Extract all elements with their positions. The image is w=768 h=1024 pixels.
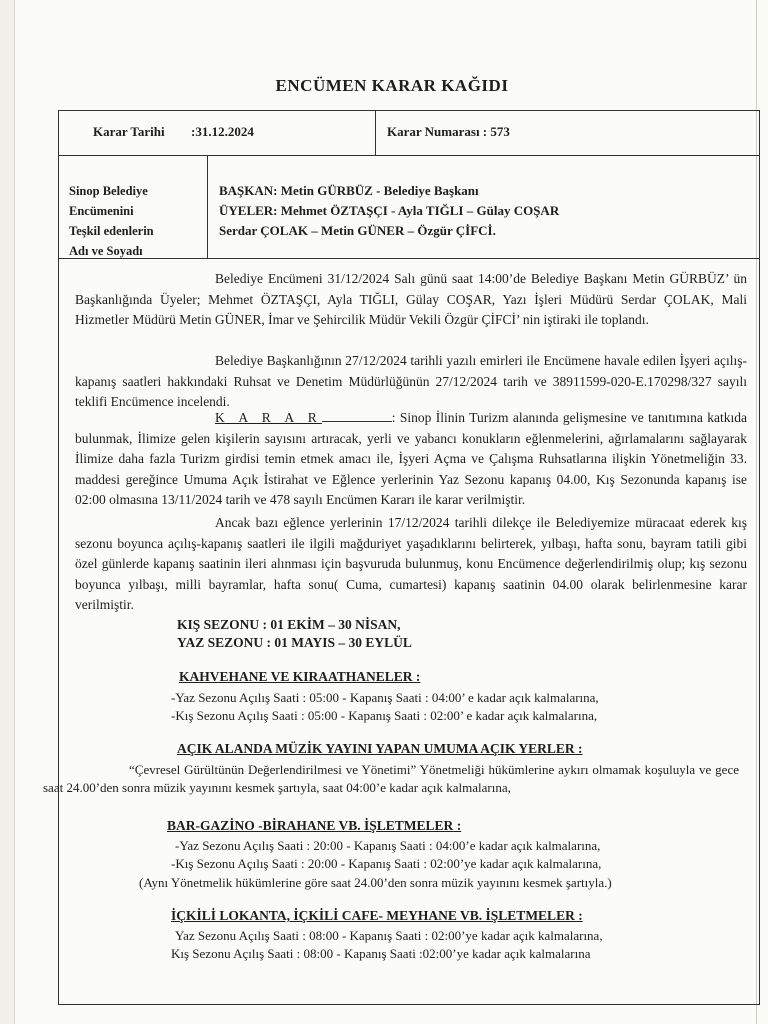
bar-heading: BAR-GAZİNO -BİRAHANE VB. İŞLETMELER : xyxy=(167,818,462,833)
paragraph-decision xyxy=(75,408,747,511)
ickili-summer-line: Yaz Sezonu Açılış Saati : 08:00 - Kapanış Saati : 02:00’ye kadar açık kalmalarına, xyxy=(175,928,603,943)
council-label-line: Adı ve Soyadı xyxy=(69,244,143,258)
members-line: BAŞKAN: Metin GÜRBÜZ - Belediye Başkanı xyxy=(219,183,479,198)
council-label-line: Encümenini xyxy=(69,204,134,218)
bar-summer-line: -Yaz Sezonu Açılış Saati : 20:00 - Kapanış Saati : 04:00’e kadar açık kalmalarına, xyxy=(175,838,601,853)
header-divider xyxy=(375,111,376,155)
paragraph-meeting: Belediye Encümeni 31/12/2024 Salı günü saat 14:00’de Belediye Başkanı Metin GÜRBÜZ’ ün Başkanlığında Üyeler; Mehmet ÖZTAŞÇI, Ayla TIĞLI, Gülay COŞAR, Yazı İşleri Müdürü Serdar ÇOLAK, Mali Hizmetler Müdürü Metin GÜNER, İmar ve Şehircilik Müdür Vekili Özgür ÇİFCİ’ nin iştiraki ile toplandı. xyxy=(75,271,747,327)
kahvehane-heading: KAHVEHANE VE KIRAATHANELER : xyxy=(179,669,421,684)
document-title: ENCÜMEN KARAR KAĞIDI xyxy=(275,76,509,95)
kahvehane-summer-line: -Yaz Sezonu Açılış Saati : 05:00 - Kapanış Saati : 04:00’ e kadar açık kalmalarına, xyxy=(171,690,599,705)
acik-alan-text: “Çevresel Gürültünün Değerlendirilmesi ve Yönetimi” Yönetmeliği hükümlerine aykırı olmamak koşuluyla ve gece saat 24.00’den sonra müzik yayınını kesmek şartıyla, saat 04:00’e kadar açık kalmalarına, xyxy=(43,762,739,795)
document-page xyxy=(14,0,768,1024)
council-divider xyxy=(207,155,208,258)
paragraph-application: Ancak bazı eğlence yerlerinin 17/12/2024 tarihli dilekçe ile Belediyemize müracaat ederek kış sezonu boyunca açılış-kapanış saatleri ile ilgili mağduriyet yaşadıklarını belirterek, yılbaşı, hafta sonu, bayram tatili gibi özel günlerde kapanış saatinin ileri alınması için başvuruda bulunmuş, konu Encümence değerlendirilmiş olup; kış sezonu boyunca yılbaşı, milli bayramlar, hafta sonu( Cuma, cumartesi) kapanış saatinin 04.00 olarak belirlenmesine karar verilmiştir. xyxy=(75,515,747,612)
paragraph-referral: Belediye Başkanlığının 27/12/2024 tarihli yazılı emirleri ile Encümene havale edilen İşyeri açılış-kapanış saatleri hakkındaki Ruhsat ve Denetim Müdürlüğünün 27/12/2024 tarih ve 38911599-020-E.170298/327 sayılı teklifi Encümence incelendi. xyxy=(75,353,747,409)
header-row-line xyxy=(59,155,759,156)
council-members xyxy=(219,181,749,241)
decision-table xyxy=(43,110,760,1005)
date-value: :31.12.2024 xyxy=(191,124,254,139)
members-line: ÜYELER: Mehmet ÖZTAŞÇI - Ayla TIĞLI – Gülay COŞAR xyxy=(219,203,560,218)
bar-winter-line: -Kış Sezonu Açılış Saati : 20:00 - Kapanış Saati : 02:00’ye kadar açık kalmalarına, xyxy=(171,856,602,871)
summer-season: YAZ SEZONU : 01 MAYIS – 30 EYLÜL xyxy=(177,635,412,650)
ickili-heading: İÇKİLİ LOKANTA, İÇKİLİ CAFE- MEYHANE VB. İŞLETMELER : xyxy=(171,908,583,923)
council-label-line: Teşkil edenlerin xyxy=(69,224,154,238)
decision-number: Karar Numarası : 573 xyxy=(387,124,510,139)
winter-season: KIŞ SEZONU : 01 EKİM – 30 NİSAN, xyxy=(177,617,401,632)
decision-text: : Sinop İlinin Turizm alanında gelişmesine ve tanıtımına katkıda bulunmak, İlimize gelen kişilerin sayısını artıracak, yerli ve yabancı konukların eğlenmelerini, ağırlamalarını sağlayarak İlimize daha fazla Turizm girdisi temin etmek amacı ile, İşyeri Açma ve Çalışma Ruhsatlarına ilişkin Yönetmeliğin 33. maddesi gereğince Umuma Açık İstirahat ve Eğlence yerlerinin Yaz Sezonu kapanış 04.00, Kış Sezonunda kapanış ise 02:00 olmasına 13/11/2024 tarih ve 478 sayılı Encümen Kararı ile karar verilmiştir. xyxy=(75,410,748,507)
members-line: Serdar ÇOLAK – Metin GÜNER – Özgür ÇİFCİ. xyxy=(219,223,496,238)
bar-note-line: (Aynı Yönetmelik hükümlerine göre saat 24.00’den sonra müzik yayınını kesmek şartıyla.) xyxy=(139,875,612,890)
council-row-line xyxy=(59,258,759,259)
date-label: Karar Tarihi xyxy=(93,124,165,139)
council-label-line: Sinop Belediye xyxy=(69,184,148,198)
ickili-winter-line: Kış Sezonu Açılış Saati : 08:00 - Kapanış Saati :02:00’ye kadar açık kalmalarına xyxy=(171,946,591,961)
kahvehane-winter-line: -Kış Sezonu Açılış Saati : 05:00 - Kapanış Saati : 02:00’ e kadar açık kalmalarına, xyxy=(171,708,598,723)
karar-heading: K A R A R xyxy=(215,410,322,425)
acik-alan-heading: AÇIK ALANDA MÜZİK YAYINI YAPAN UMUMA AÇIK YERLER : xyxy=(177,741,583,756)
council-label xyxy=(69,181,194,261)
